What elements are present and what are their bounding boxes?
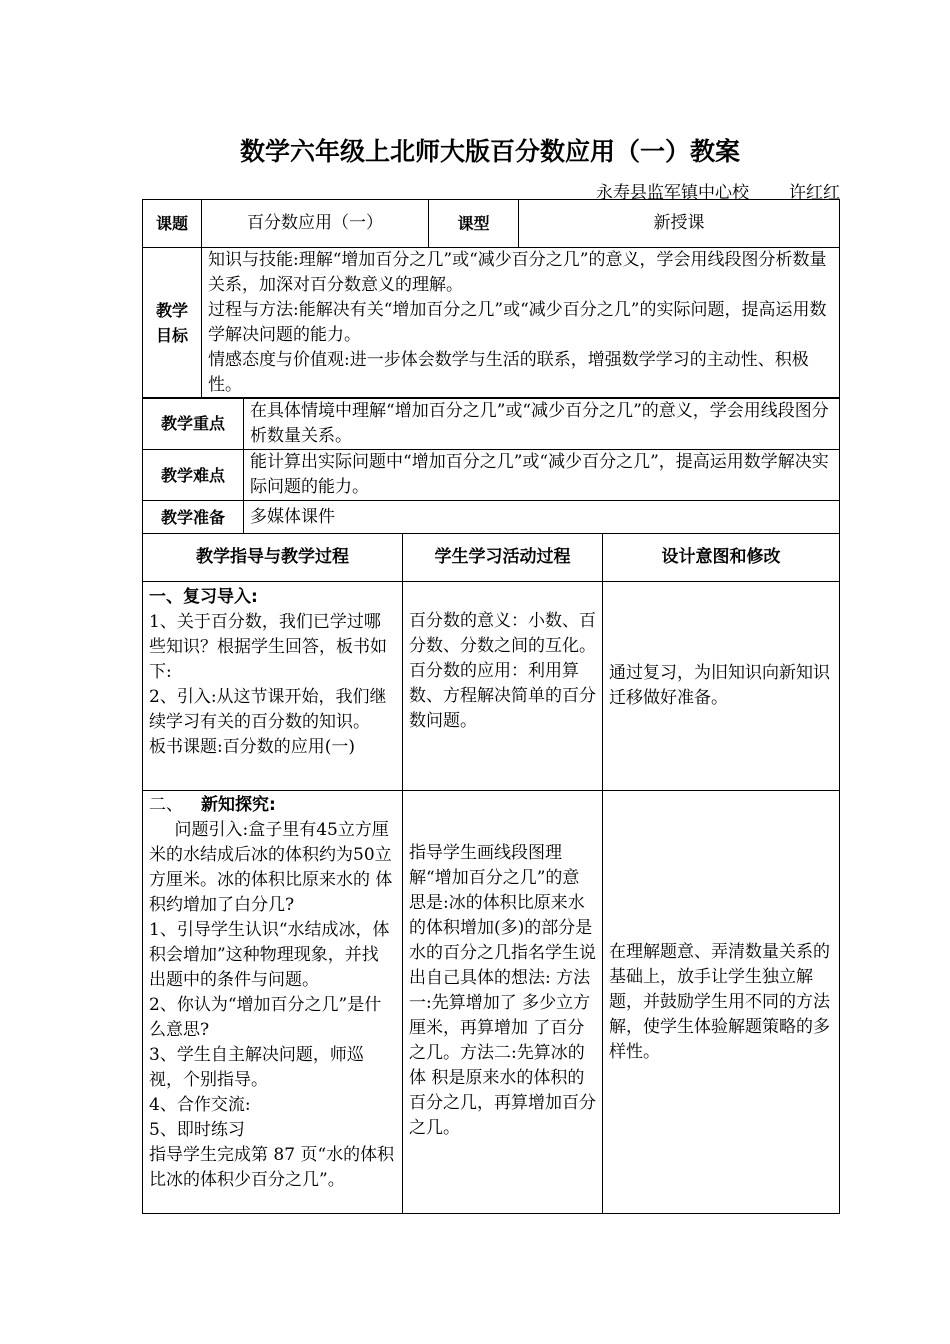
section2-heading xyxy=(149,793,396,818)
prep-value: 多媒体课件 xyxy=(244,501,840,534)
type-label: 课型 xyxy=(429,200,519,248)
section2-line-1: 1、引导学生认识“水结成冰，体积会增加”这种物理现象，并找 出题中的条件与问题。 xyxy=(149,920,390,990)
section2-line-5: 5、即时练习 xyxy=(149,1120,245,1140)
key-value: 在具体情境中理解“增加百分之几”或“减少百分之几”的意义，学会用线段图分析数量关系。 xyxy=(244,398,840,450)
section1-line-3: 板书课题:百分数的应用(一) xyxy=(149,737,355,757)
document-title: 数学六年级上北师大版百分数应用（一）教案 xyxy=(239,137,740,166)
info-table xyxy=(142,199,840,399)
section1-student xyxy=(403,582,603,791)
course-value: 百分数应用（一） xyxy=(202,200,429,248)
goals-label-line-2: 目标 xyxy=(155,326,188,345)
section2-intro: 问题引入:盒子里有45立方厘米的水结成后冰的体积约为50立方厘米。冰的体积比原来水的 体积约增加了白分几? xyxy=(149,820,393,915)
section2-line-2: 2、你认为“增加百分之几”是什么意思? xyxy=(149,995,382,1040)
section2-line-3: 3、学生自主解决问题，师巡视，个别指导。 xyxy=(149,1045,364,1090)
section1-intent: 通过复习，为旧知识向新知识迁移做好准备。 xyxy=(603,582,840,791)
prep-label: 教学准备 xyxy=(143,501,244,534)
goal-attitude: 情感态度与价值观:进一步体会数学与生活的联系，增强数学学习的主动性、积极性。 xyxy=(208,350,809,395)
section2-teaching xyxy=(143,791,403,1214)
goal-process: 过程与方法:能解决有关“增加百分之几”或“减少百分之几”的实际问题，提高运用数学解决问题的能力。 xyxy=(208,300,827,345)
header-student: 学生学习活动过程 xyxy=(403,534,603,582)
section2-intent: 在理解题意、弄清数量关系的基础上，放手让学生独立解题，并鼓励学生用不同的方法解，使学生体验解题策略的多样性。 xyxy=(603,791,840,1214)
section2-heading-text: 新知探究: xyxy=(201,795,276,815)
section1-line-2: 2、引入:从这节课开始，我们继续学习有关的百分数的知识。 xyxy=(149,687,387,732)
header-intent: 设计意图和修改 xyxy=(603,534,840,582)
key-label: 教学重点 xyxy=(143,398,244,450)
section2-line-4: 4、合作交流: xyxy=(149,1095,251,1115)
section1-line-1: 1、关于百分数，我们已学过哪些知识？根据学生回答，板书如下: xyxy=(149,612,387,682)
header-teaching: 教学指导与教学过程 xyxy=(143,534,403,582)
info-table-2 xyxy=(142,397,840,534)
section1-student-1: 百分数的意义：小数、百分数、分数之间的互化。 xyxy=(409,611,596,656)
section1-student-2: 百分数的应用：利用算数、方程解决简单的百分数问题。 xyxy=(409,661,596,731)
section2-line-6: 指导学生完成第 87 页“水的体积比冰的体积少百分之几”。 xyxy=(149,1145,395,1190)
difficulty-value: 能计算出实际问题中“增加百分之几”或“减少百分之几”，提高运用数学解决实际问题的能力。 xyxy=(244,450,840,501)
section1-heading: 一、复习导入: xyxy=(149,587,258,607)
process-table xyxy=(142,533,840,1214)
difficulty-label: 教学难点 xyxy=(143,450,244,501)
goal-knowledge: 知识与技能:理解“增加百分之几”或“减少百分之几”的意义，学会用线段图分析数量关系，加深对百分数意义的理解。 xyxy=(208,250,827,295)
section2-student: 指导学生画线段图理解“增加百分之几”的意思是:冰的体积比原来水 的体积增加(多)的部分是水的百分之几指名学生说出自己具体的想法: 方法一:先算增加了 多少立方厘米，再算增加 了百分之几。方法二:先算冰的体 积是原来水的体积的百分之几，再算增加百分之几。 xyxy=(403,791,603,1214)
course-label: 课题 xyxy=(143,200,202,248)
goals-label xyxy=(143,248,202,399)
section2-heading-num: 二、 xyxy=(149,795,183,815)
author-school: 永寿县监军镇中心校 xyxy=(596,183,749,203)
goals-label-line-1: 教学 xyxy=(155,301,188,320)
author-name: 许红红 xyxy=(789,183,840,203)
type-value: 新授课 xyxy=(519,200,840,248)
goals-content xyxy=(202,248,840,399)
section1-teaching xyxy=(143,582,403,791)
